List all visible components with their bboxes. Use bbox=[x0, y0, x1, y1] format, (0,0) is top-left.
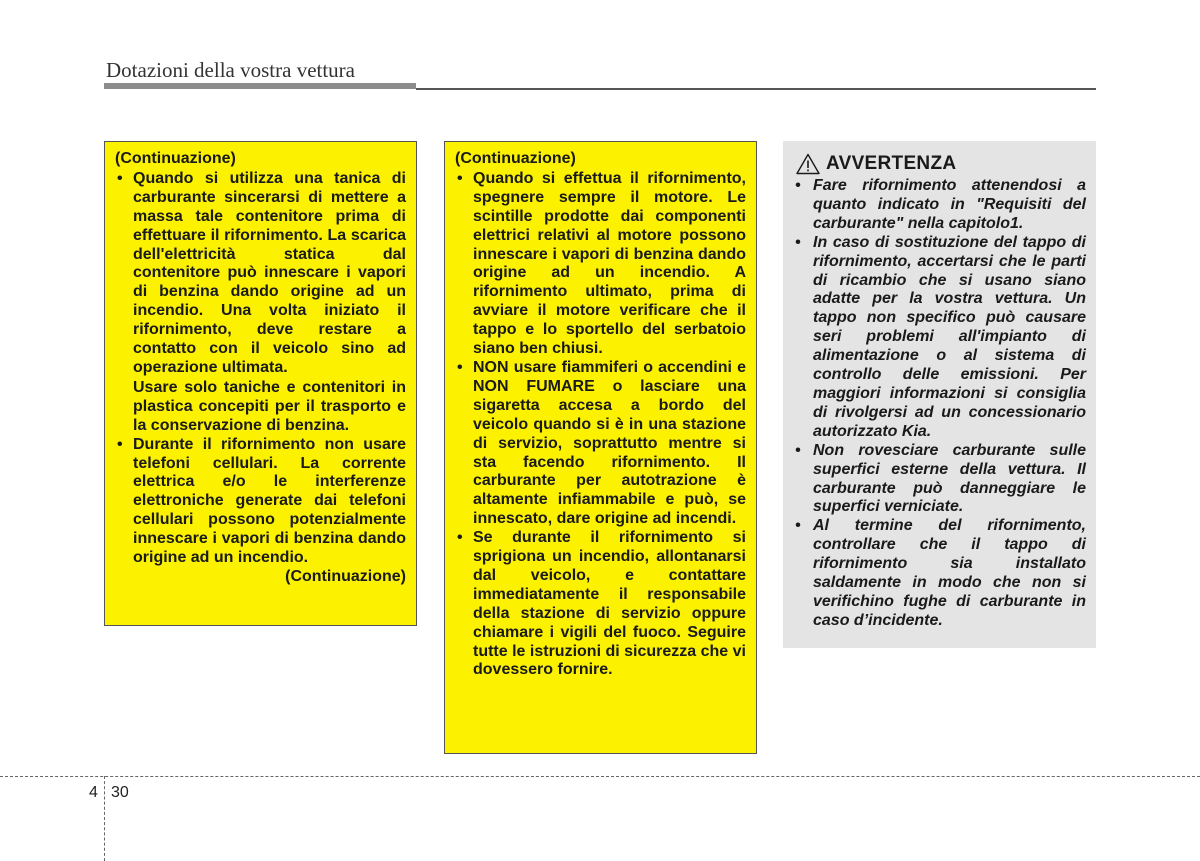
list-item bbox=[793, 517, 1086, 630]
list-item bbox=[115, 436, 406, 568]
header-rule-thin bbox=[416, 88, 1096, 90]
list-item bbox=[793, 177, 1086, 234]
list-item-text: Durante il rifornimento non usare telefoni cellulari. La corrente elettrica e/o le interferenze elettroniche generate dai telefoni cellulari possono potenzialmente innescare i vapori di benzina dando origine ad un incendio. bbox=[133, 435, 406, 567]
chapter-number: 4 bbox=[89, 784, 98, 801]
list-item-text: In caso di sostituzione del tappo di rifornimento, accertarsi che le parti di ricambio che si usano siano adatte per la vostra vettura. Un tappo non specifico può causare seri problemi all'impianto di alimentazione o al sistema di controllo delle emissioni. Per maggiori informazioni si consiglia di rivolgersi ad un concessionario autorizzato Kia. bbox=[813, 233, 1086, 440]
list-item-text: NON usare fiammiferi o accendini e NON FUMARE o lasciare una sigaretta accesa a bordo del veicolo quando si è in una stazione di servizio, soprattutto mentre si sta facendo rifornimento. Il carburante per autotrazione è altamente infiammabile e può, se innescato, dare origine ad incendi. bbox=[473, 358, 746, 528]
continuation-label-top: (Continuazione) bbox=[455, 150, 576, 167]
continuation-label-top: (Continuazione) bbox=[115, 150, 236, 167]
list-item bbox=[793, 234, 1086, 442]
header-rule-thick bbox=[104, 83, 416, 89]
page-number: 30 bbox=[111, 784, 129, 801]
list-item-subparagraph: Usare solo taniche e contenitori in plastica concepiti per il trasporto e la conservazione di benzina. bbox=[133, 378, 406, 434]
footer-vertical-dashed-line bbox=[104, 776, 105, 861]
list-item-text: Fare rifornimento attenendosi a quanto indicato in "Requisiti del carburante" nella capitolo1. bbox=[813, 177, 1086, 232]
list-item-text: Quando si utilizza una tanica di carburante sincerarsi di mettere a massa tale contenitore prima di effettuare il rifornimento. La scarica dell'elettricità statica dal contenitore può innescare i vapori di benzina dando origine ad un incendio. Una volta iniziato il rifornimento, deve restare a contatto con il veicolo sino ad operazione ultimata. bbox=[133, 169, 406, 376]
caution-box-2 bbox=[444, 141, 757, 754]
bullet-list bbox=[455, 170, 746, 680]
list-item bbox=[455, 170, 746, 359]
list-item-text: Al termine del rifornimento, controllare che il tappo di rifornimento sia installato saldamente in modo che non si verifichino fughe di carburante in caso d’incidente. bbox=[813, 517, 1086, 629]
bullet-list bbox=[115, 170, 406, 568]
list-item bbox=[115, 170, 406, 436]
list-item bbox=[455, 359, 746, 529]
page-header-title: Dotazioni della vostra vettura bbox=[106, 58, 355, 82]
continuation-label-bottom: (Continuazione) bbox=[285, 567, 406, 585]
list-item bbox=[793, 442, 1086, 518]
warning-header bbox=[796, 151, 1086, 177]
list-item-text: Quando si effettua il rifornimento, spegnere sempre il motore. Le scintille prodotte dai componenti elettrici relativi al motore possono innescare i vapori di benzina dando origine ad un incendio. A rifornimento ultimato, prima di avviare il motore verificare che il tappo e lo sportello del serbatoio siano ben chiusi. bbox=[473, 169, 746, 358]
list-item bbox=[455, 529, 746, 680]
warning-title: AVVERTENZA bbox=[826, 152, 957, 174]
list-item-text: Se durante il rifornimento si sprigiona un incendio, allontanarsi dal veicolo, e contattare immediatamente il responsabile della stazione di servizio oppure chiamare i vigili del fuoco. Seguire tutte le istruzioni di sicurezza che vi dovessero fornire. bbox=[473, 529, 746, 679]
bullet-list bbox=[793, 177, 1086, 631]
warning-triangle-icon bbox=[796, 153, 820, 175]
footer-dashed-line bbox=[0, 776, 1200, 777]
warning-box bbox=[783, 141, 1096, 648]
list-item-text: Non rovesciare carburante sulle superfici esterne della vettura. Il carburante può danneggiare le superfici verniciate. bbox=[813, 441, 1086, 516]
caution-box-1 bbox=[104, 141, 417, 626]
